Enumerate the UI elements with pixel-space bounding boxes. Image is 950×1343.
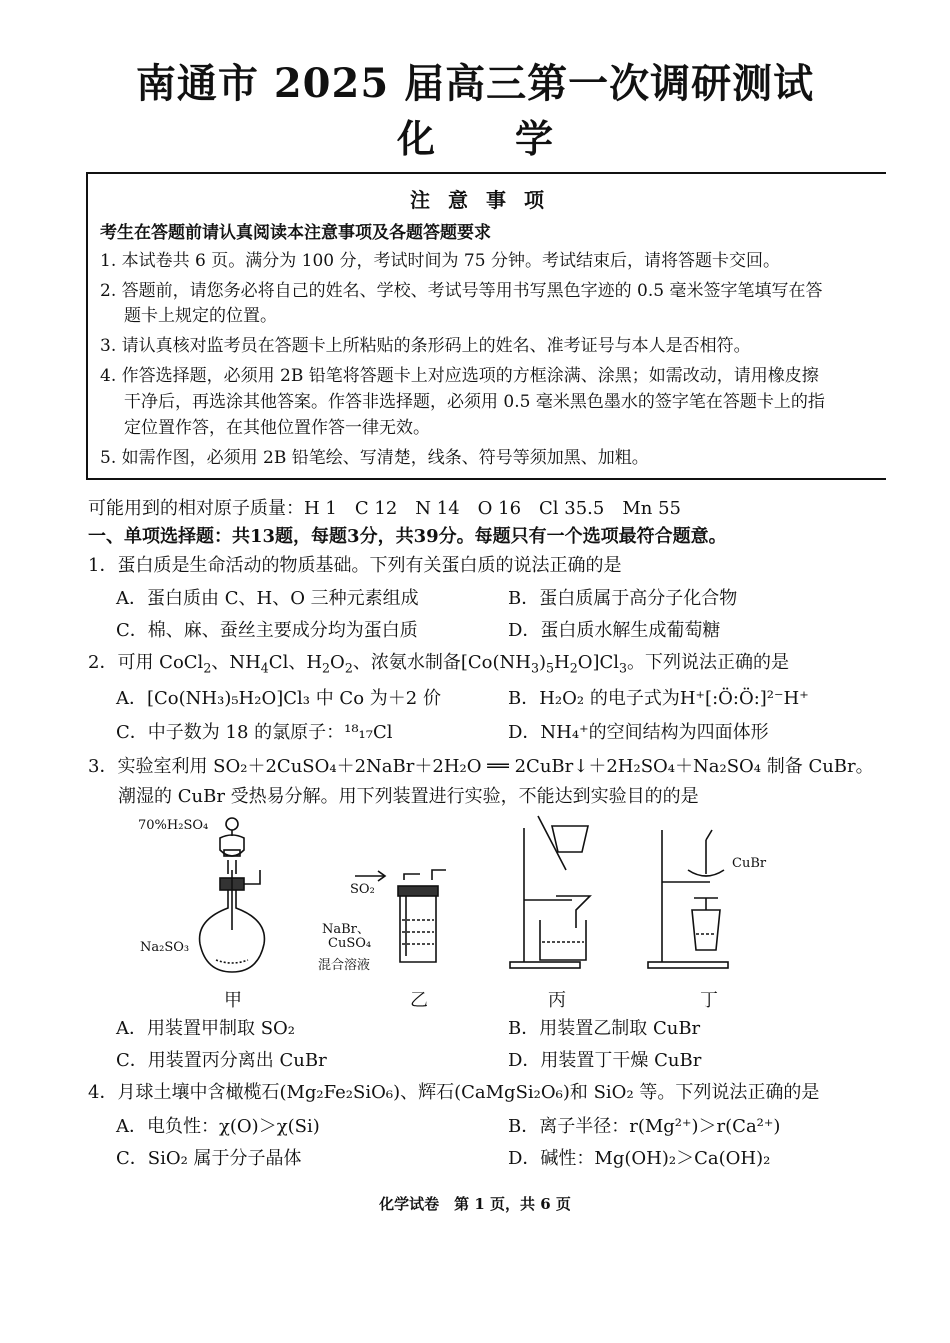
- h2o2-electron-formula: H⁺[:Ö:Ö:]²⁻H⁺: [679, 688, 809, 709]
- q4-stem: 4．月球土壤中含橄榄石(Mg₂Fe₂SiO₆)、辉石(CaMgSi₂O₆)和 SiO₂ 等。下列说法正确的是: [88, 1082, 820, 1103]
- notice-item-4-cont: 干净后，再选涂其他答案。作答非选择题，必须用 0.5 毫米黑色墨水的签字笔在答题卡上的指: [124, 392, 825, 412]
- notice-item-4: 4. 作答选择题，必须用 2B 铅笔将答题卡上对应选项的方框涂满、涂黑；如需改动，请用橡皮擦: [100, 366, 819, 386]
- q1-option-b: B．蛋白质属于高分子化合物: [508, 588, 738, 609]
- apparatus-figure: [120, 810, 780, 1010]
- q2-option-a: A．[Co(NH₃)₅H₂O]Cl₃ 中 Co 为＋2 价: [116, 688, 441, 709]
- label-jia: 甲: [224, 990, 242, 1011]
- notice-item-2-cont: 题卡上规定的位置。: [124, 306, 277, 326]
- notice-heading: 注意事项: [410, 188, 562, 212]
- q3-option-b: B．用装置乙制取 CuBr: [508, 1018, 701, 1039]
- label-yi: 乙: [410, 990, 428, 1011]
- apparatus-ding: [648, 830, 728, 968]
- exam-subject: 化学: [396, 116, 633, 161]
- notice-item-3: 3. 请认真核对监考员在答题卡上所粘贴的条形码上的姓名、准考证号与本人是否相符。: [100, 336, 751, 356]
- q1-option-d: D．蛋白质水解生成葡萄糖: [508, 620, 721, 641]
- page-footer: 化学试卷 第 1 页，共 6 页: [379, 1195, 571, 1213]
- exam-title: 南通市 2025 届高三第一次调研测试: [135, 60, 815, 107]
- apparatus-jia: [200, 818, 265, 972]
- q4-option-b: B．离子半径：r(Mg²⁺)＞r(Ca²⁺): [508, 1116, 781, 1137]
- q4-option-c: C．SiO₂ 属于分子晶体: [116, 1148, 302, 1169]
- apparatus-bing: [510, 816, 590, 968]
- notice-item-5: 5. 如需作图，必须用 2B 铅笔绘、写清楚，线条、符号等须加黑、加粗。: [100, 448, 649, 468]
- label-acid: 70%H₂SO₄: [138, 818, 209, 833]
- q2-stem: 2．可用 CoCl$_2$、$NH_4Cl$、$H_2O_2$、浓氨水制备$[Co(NH_3)_5H_2O]Cl_3$。下列说法正确的是: [88, 652, 790, 676]
- notice-item-1: 1. 本试卷共 6 页。满分为 100 分，考试时间为 75 分钟。考试结束后，请将答题卡交回。: [100, 251, 780, 271]
- q3-stem-line2: 潮湿的 CuBr 受热易分解。用下列装置进行实验，不能达到实验目的的是: [118, 786, 699, 807]
- q3-stem-line1: 3．实验室利用 SO₂＋2CuSO₄＋2NaBr＋2H₂O ══ 2CuBr↓＋2H₂SO₄＋Na₂SO₄ 制备 CuBr。: [88, 756, 874, 777]
- label-gas: SO₂: [350, 882, 375, 897]
- q1-stem: 1．蛋白质是生命活动的物质基础。下列有关蛋白质的说法正确的是: [88, 555, 622, 576]
- q4-option-a: A．电负性：χ(O)＞χ(Si): [116, 1116, 320, 1137]
- q2-option-c: C．中子数为 18 的氯原子：¹⁸₁₇Cl: [116, 722, 393, 743]
- q3-option-a: A．用装置甲制取 SO₂: [116, 1018, 296, 1039]
- q3-option-d: D．用装置丁干燥 CuBr: [508, 1050, 702, 1071]
- notice-subheading: 考生在答题前请认真阅读本注意事项及各题答题要求: [100, 223, 491, 243]
- label-cubr: CuBr: [732, 856, 767, 871]
- section-heading: 一、单项选择题：共13题，每题3分，共39分。每题只有一个选项最符合题意。: [88, 526, 727, 547]
- atomic-masses: 可能用到的相对原子质量：H 1 C 12 N 14 O 16 Cl 35.5 Mn 55: [88, 498, 682, 519]
- q1-option-c: C．棉、麻、蚕丝主要成分均为蛋白质: [116, 620, 418, 641]
- label-salt: Na₂SO₃: [140, 940, 190, 955]
- chlorine-isotope: ¹⁸₁₇Cl: [344, 722, 393, 743]
- q2-option-d: D．NH₄⁺的空间结构为四面体形: [508, 722, 769, 743]
- q2-option-b: B．H₂O₂ 的电子式为H⁺[:Ö:Ö:]²⁻H⁺: [508, 688, 809, 709]
- notice-item-2: 2. 答题前，请您务必将自己的姓名、学校、考试号等用书写黑色字迹的 0.5 毫米签字笔填写在答: [100, 281, 823, 301]
- label-sol3: 混合溶液: [318, 958, 371, 973]
- q1-option-a: A．蛋白质由 C、H、O 三种元素组成: [116, 588, 419, 609]
- notice-item-4-cont2: 定位置作答，在其他位置作答一律无效。: [124, 418, 430, 438]
- label-sol1: NaBr、: [322, 922, 370, 937]
- label-bing: 丙: [548, 990, 566, 1011]
- label-ding: 丁: [700, 990, 718, 1011]
- q4-option-d: D．碱性：Mg(OH)₂＞Ca(OH)₂: [508, 1148, 771, 1169]
- label-sol2: CuSO₄: [328, 936, 372, 951]
- q3-option-c: C．用装置丙分离出 CuBr: [116, 1050, 327, 1071]
